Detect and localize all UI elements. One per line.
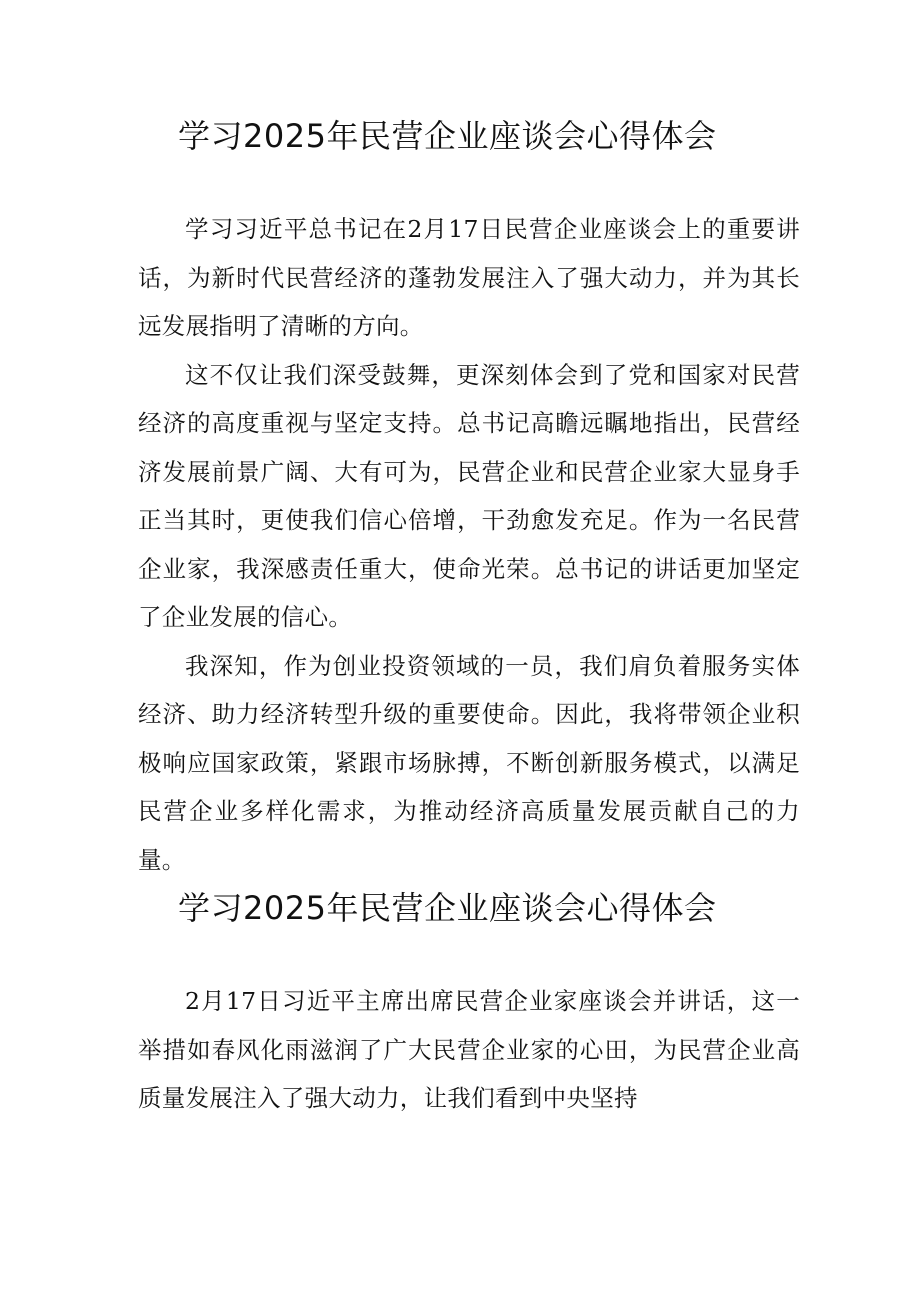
section-2-title: 学习2025年民营企业座谈会心得体会 — [178, 889, 717, 927]
section-1-paragraph-2: 这不仅让我们深受鼓舞，更深刻体会到了党和国家对民营经济的高度重视与坚定支持。总书记高瞻远瞩地指出，民营经济发展前景广阔、大有可为，民营企业和民营企业家大显身手正当其时，更使我们信心倍增，干劲愈发充足。作为一名民营企业家，我深感责任重大，使命光荣。总书记的讲话更加坚定了企业发展的信心。 — [138, 360, 800, 631]
section-1-paragraph-3: 我深知，作为创业投资领域的一员，我们肩负着服务实体经济、助力经济转型升级的重要使命。因此，我将带领企业积极响应国家政策，紧跟市场脉搏，不断创新服务模式，以满足民营企业多样化需求，为推动经济高质量发展贡献自己的力量。 — [138, 651, 800, 874]
section-2-paragraph-1: 2月17日习近平主席出席民营企业家座谈会并讲话，这一举措如春风化雨滋润了广大民营企业家的心田，为民营企业高质量发展注入了强大动力，让我们看到中央坚持 — [138, 987, 800, 1112]
section-1-paragraph-1: 学习习近平总书记在2月17日民营企业座谈会上的重要讲话，为新时代民营经济的蓬勃发展注入了强大动力，并为其长远发展指明了清晰的方向。 — [138, 215, 800, 340]
section-2-body — [138, 977, 800, 1123]
section-1-body — [138, 205, 800, 884]
section-1-title: 学习2025年民营企业座谈会心得体会 — [178, 117, 717, 155]
